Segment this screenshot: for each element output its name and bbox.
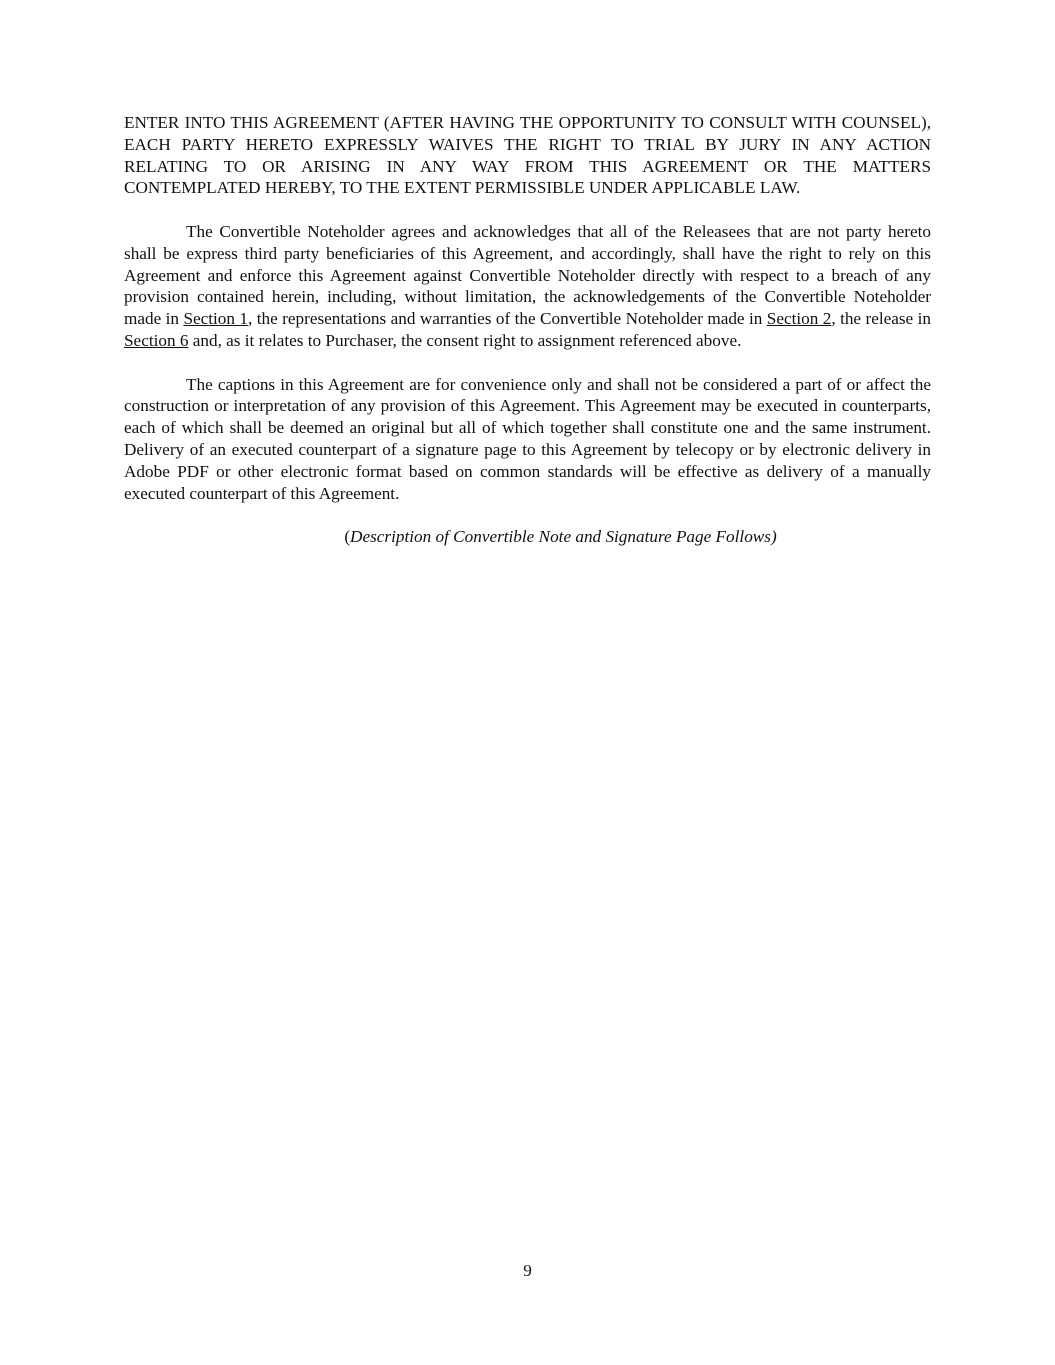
document-body [124,112,931,548]
section-2-reference: Section 2 [766,309,832,329]
paragraph-text: , the release in [831,309,931,329]
third-party-beneficiaries-paragraph [124,221,931,352]
follows-note-text: Description of Convertible Note and Signature Page Follows) [350,527,777,547]
paragraph-text: The Convertible Noteholder agrees and acknowledges that all of the Releasees that are not party hereto shall be express third party beneficiaries of this Agreement, and accordingly, shall have the right to rely on this Agreement and enforce this Agreement against Convertible Noteholder directly with respect to a breach of any provision contained herein, including, without limitation, the acknowledgements of the Convertible Noteholder made in [124,221,931,329]
jury-waiver-paragraph: ENTER INTO THIS AGREEMENT (AFTER HAVING THE OPPORTUNITY TO CONSULT WITH COUNSEL), EACH PARTY HERETO EXPRESSLY WAIVES THE RIGHT TO TRIAL BY JURY IN ANY ACTION RELATING TO OR ARISING IN ANY WAY FROM THIS AGREEMENT OR THE MATTERS CONTEMPLATED HEREBY, TO THE EXTENT PERMISSIBLE UNDER APPLICABLE LAW. [124,113,931,198]
section-1-reference: Section 1 [183,309,249,329]
paragraph-text: , the representations and warranties of the Convertible Noteholder made in [248,309,767,329]
follows-open-paren: ( [344,527,351,547]
page-number: 9 [523,1261,532,1280]
signature-page-follows-note [124,526,931,548]
section-6-reference: Section 6 [124,330,189,350]
paragraph-text: and, as it relates to Purchaser, the consent right to assignment referenced above. [188,330,742,350]
captions-counterparts-paragraph: The captions in this Agreement are for convenience only and shall not be considered a part of or affect the construction or interpretation of any provision of this Agreement. This Agreement may be executed in counterparts, each of which shall be deemed an original but all of which together shall constitute one and the same instrument. Delivery of an executed counterpart of a signature page to this Agreement by telecopy or by electronic delivery in Adobe PDF or other electronic format based on common standards will be effective as delivery of a manually executed counterpart of this Agreement. [124,374,931,503]
